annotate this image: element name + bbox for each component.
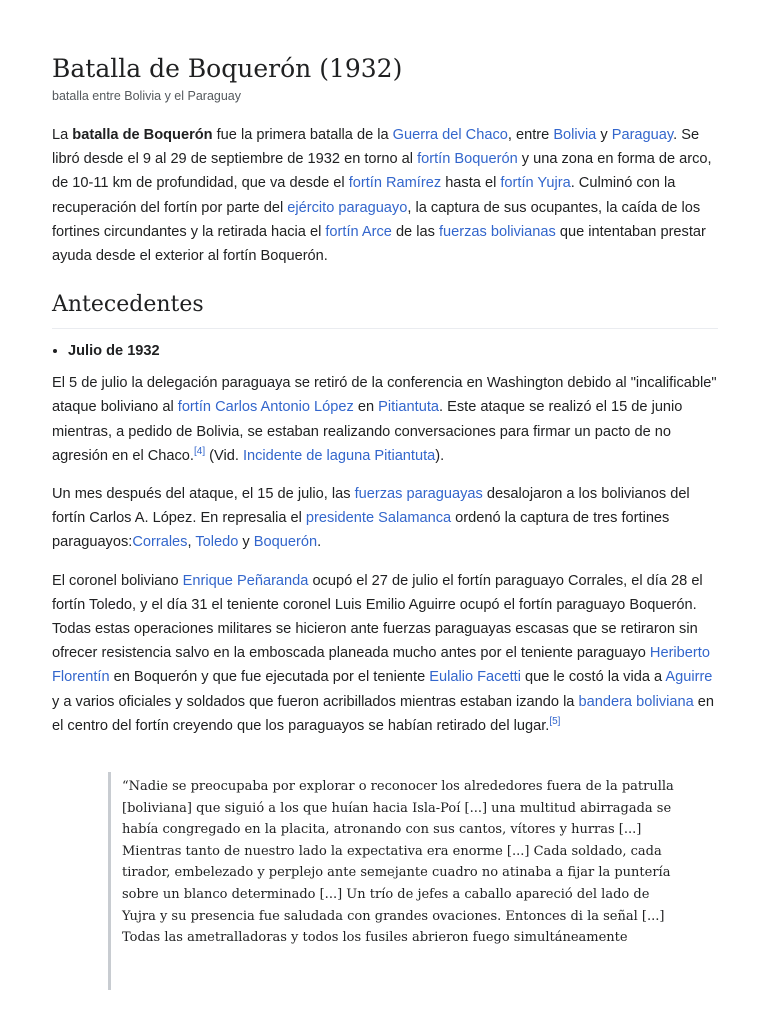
paragraph-1: El 5 de julio la delegación paraguaya se retiró de la conferencia en Washington debido al "incalificable" ataque boliviano al fortín Carlos Antonio López en Pitiantuta. Este ataque se realizó el 15 de junio mientras, a pedido de Bolivia, se estaban realizando conversaciones para firmar un pacto de no agresión en el Chaco.[4] (Vid. Incidente de laguna Pitiantuta). bbox=[52, 375, 717, 464]
link-boqueron[interactable]: Boquerón bbox=[253, 534, 318, 551]
link-corrales[interactable]: Corrales bbox=[132, 534, 188, 551]
quote-text: “Nadie se preocupaba por explorar o reconocer los alrededores fuera de la patrulla [boliviana] que siguió a los que huían hacia Isla-Poí [...] una multitud abirragada se había congregado en la placita, atronando con sus cantos, vítores y hurras [...] Mientras tanto de nuestro lado la expectativa era enorme [...] Cada soldado, cada tirador, embelezado y perplejo ante semejante cuadro no atinaba a fijar la puntería sobre un blanco determinado [...] Un trío de jefes a caballo apareció del lado de Yujra y su presencia fue saludada con grandes ovaciones. Entonces di la señal [...] Todas las ametralladoras y todos los fusiles abrieron fuego simultáneamente bbox=[122, 779, 674, 946]
article-content bbox=[52, 52, 718, 738]
bold-term: batalla de Boquerón bbox=[72, 127, 213, 143]
reference-5[interactable]: [5] bbox=[549, 716, 561, 727]
link-fortin-arce[interactable]: fortín Arce bbox=[325, 223, 392, 240]
link-fortin-carlos-antonio-lopez[interactable]: fortín Carlos Antonio López bbox=[177, 399, 354, 416]
link-enrique-penaranda[interactable]: Enrique Peñaranda bbox=[182, 572, 309, 589]
link-fortin-ramirez[interactable]: fortín Ramírez bbox=[348, 175, 442, 192]
page-subtitle: batalla entre Bolivia y el Paraguay bbox=[52, 89, 242, 103]
paragraph-3: El coronel boliviano Enrique Peñaranda ocupó el 27 de julio el fortín paraguayo Corrales, el día 28 el fortín Toledo, y el día 31 el teniente coronel Luis Emilio Aguirre ocupó el fortín paraguayo Boquerón. Todas estas operaciones militares se hicieron ante fuerzas paraguayas escasas que se retiraron sin ofrecer resistencia salvo en la emboscada planeada mucho antes por el teniente paraguayo Heriberto Florentín en Boquerón y que fue ejecutada por el teniente Eulalio Facetti que le costó la vida a Aguirre y a varios oficiales y soldados que fueron acribillados mientras estaban izando la bandera boliviana en el centro del fortín creyendo que los paraguayos se habían retirado del lugar.[5] bbox=[52, 572, 714, 734]
link-fortin-boqueron[interactable]: fortín Boquerón bbox=[417, 151, 518, 168]
link-fuerzas-bolivianas[interactable]: fuerzas bolivianas bbox=[438, 223, 556, 240]
link-paraguay[interactable]: Paraguay bbox=[611, 127, 674, 143]
quote-block bbox=[108, 772, 682, 990]
link-incidente-laguna-pitiantuta[interactable]: Incidente de laguna Pitiantuta bbox=[242, 447, 436, 464]
link-toledo[interactable]: Toledo bbox=[195, 534, 239, 551]
link-guerra-del-chaco[interactable]: Guerra del Chaco bbox=[392, 127, 508, 143]
link-fortin-yujra[interactable]: fortín Yujra bbox=[500, 175, 571, 192]
link-heriberto-florentin[interactable]: Heriberto Florentín bbox=[52, 645, 710, 686]
paragraph-2: Un mes después del ataque, el 15 de julio, las fuerzas paraguayas desalojaron a los bolivianos del fortín Carlos A. López. En represalia el presidente Salamanca ordenó la captura de tres fortines paraguayos:Corrales, Toledo y Boquerón. bbox=[52, 486, 690, 551]
link-aguirre[interactable]: Aguirre bbox=[665, 669, 713, 686]
link-presidente-salamanca[interactable]: presidente Salamanca bbox=[305, 510, 452, 527]
link-fuerzas-paraguayas[interactable]: fuerzas paraguayas bbox=[354, 486, 483, 503]
bullet-list bbox=[68, 341, 718, 361]
link-ejercito-paraguayo[interactable]: ejército paraguayo bbox=[287, 199, 408, 216]
page-title: Batalla de Boquerón (1932) bbox=[52, 54, 403, 83]
link-bandera-boliviana[interactable]: bandera boliviana bbox=[578, 693, 694, 710]
reference-4[interactable]: [4] bbox=[193, 445, 206, 457]
section-heading-antecedentes: Antecedentes bbox=[52, 290, 718, 329]
list-item: • Julio de 1932 bbox=[68, 341, 718, 361]
link-bolivia[interactable]: Bolivia bbox=[553, 127, 597, 143]
link-pitiantuta[interactable]: Pitiantuta bbox=[378, 399, 440, 416]
link-eulalio-facetti[interactable]: Eulalio Facetti bbox=[429, 669, 521, 686]
intro-paragraph: La batalla de Boquerón fue la primera batalla de la Guerra del Chaco, entre Bolivia y Paraguay. Se libró desde el 9 al 29 de septiembre de 1932 en torno al fortín Boquerón y una zona en forma de arco, de 10-11 km de profundidad, que va desde el fortín Ramírez hasta el fortín Yujra. Culminó con la recuperación del fortín por parte del ejército paraguayo, la captura de sus ocupantes, la caída de los fortines circundantes y la retirada hacia el fortín Arce de las fuerzas bolivianas que intentaban prestar ayuda desde el exterior al fortín Boquerón. bbox=[52, 127, 712, 265]
